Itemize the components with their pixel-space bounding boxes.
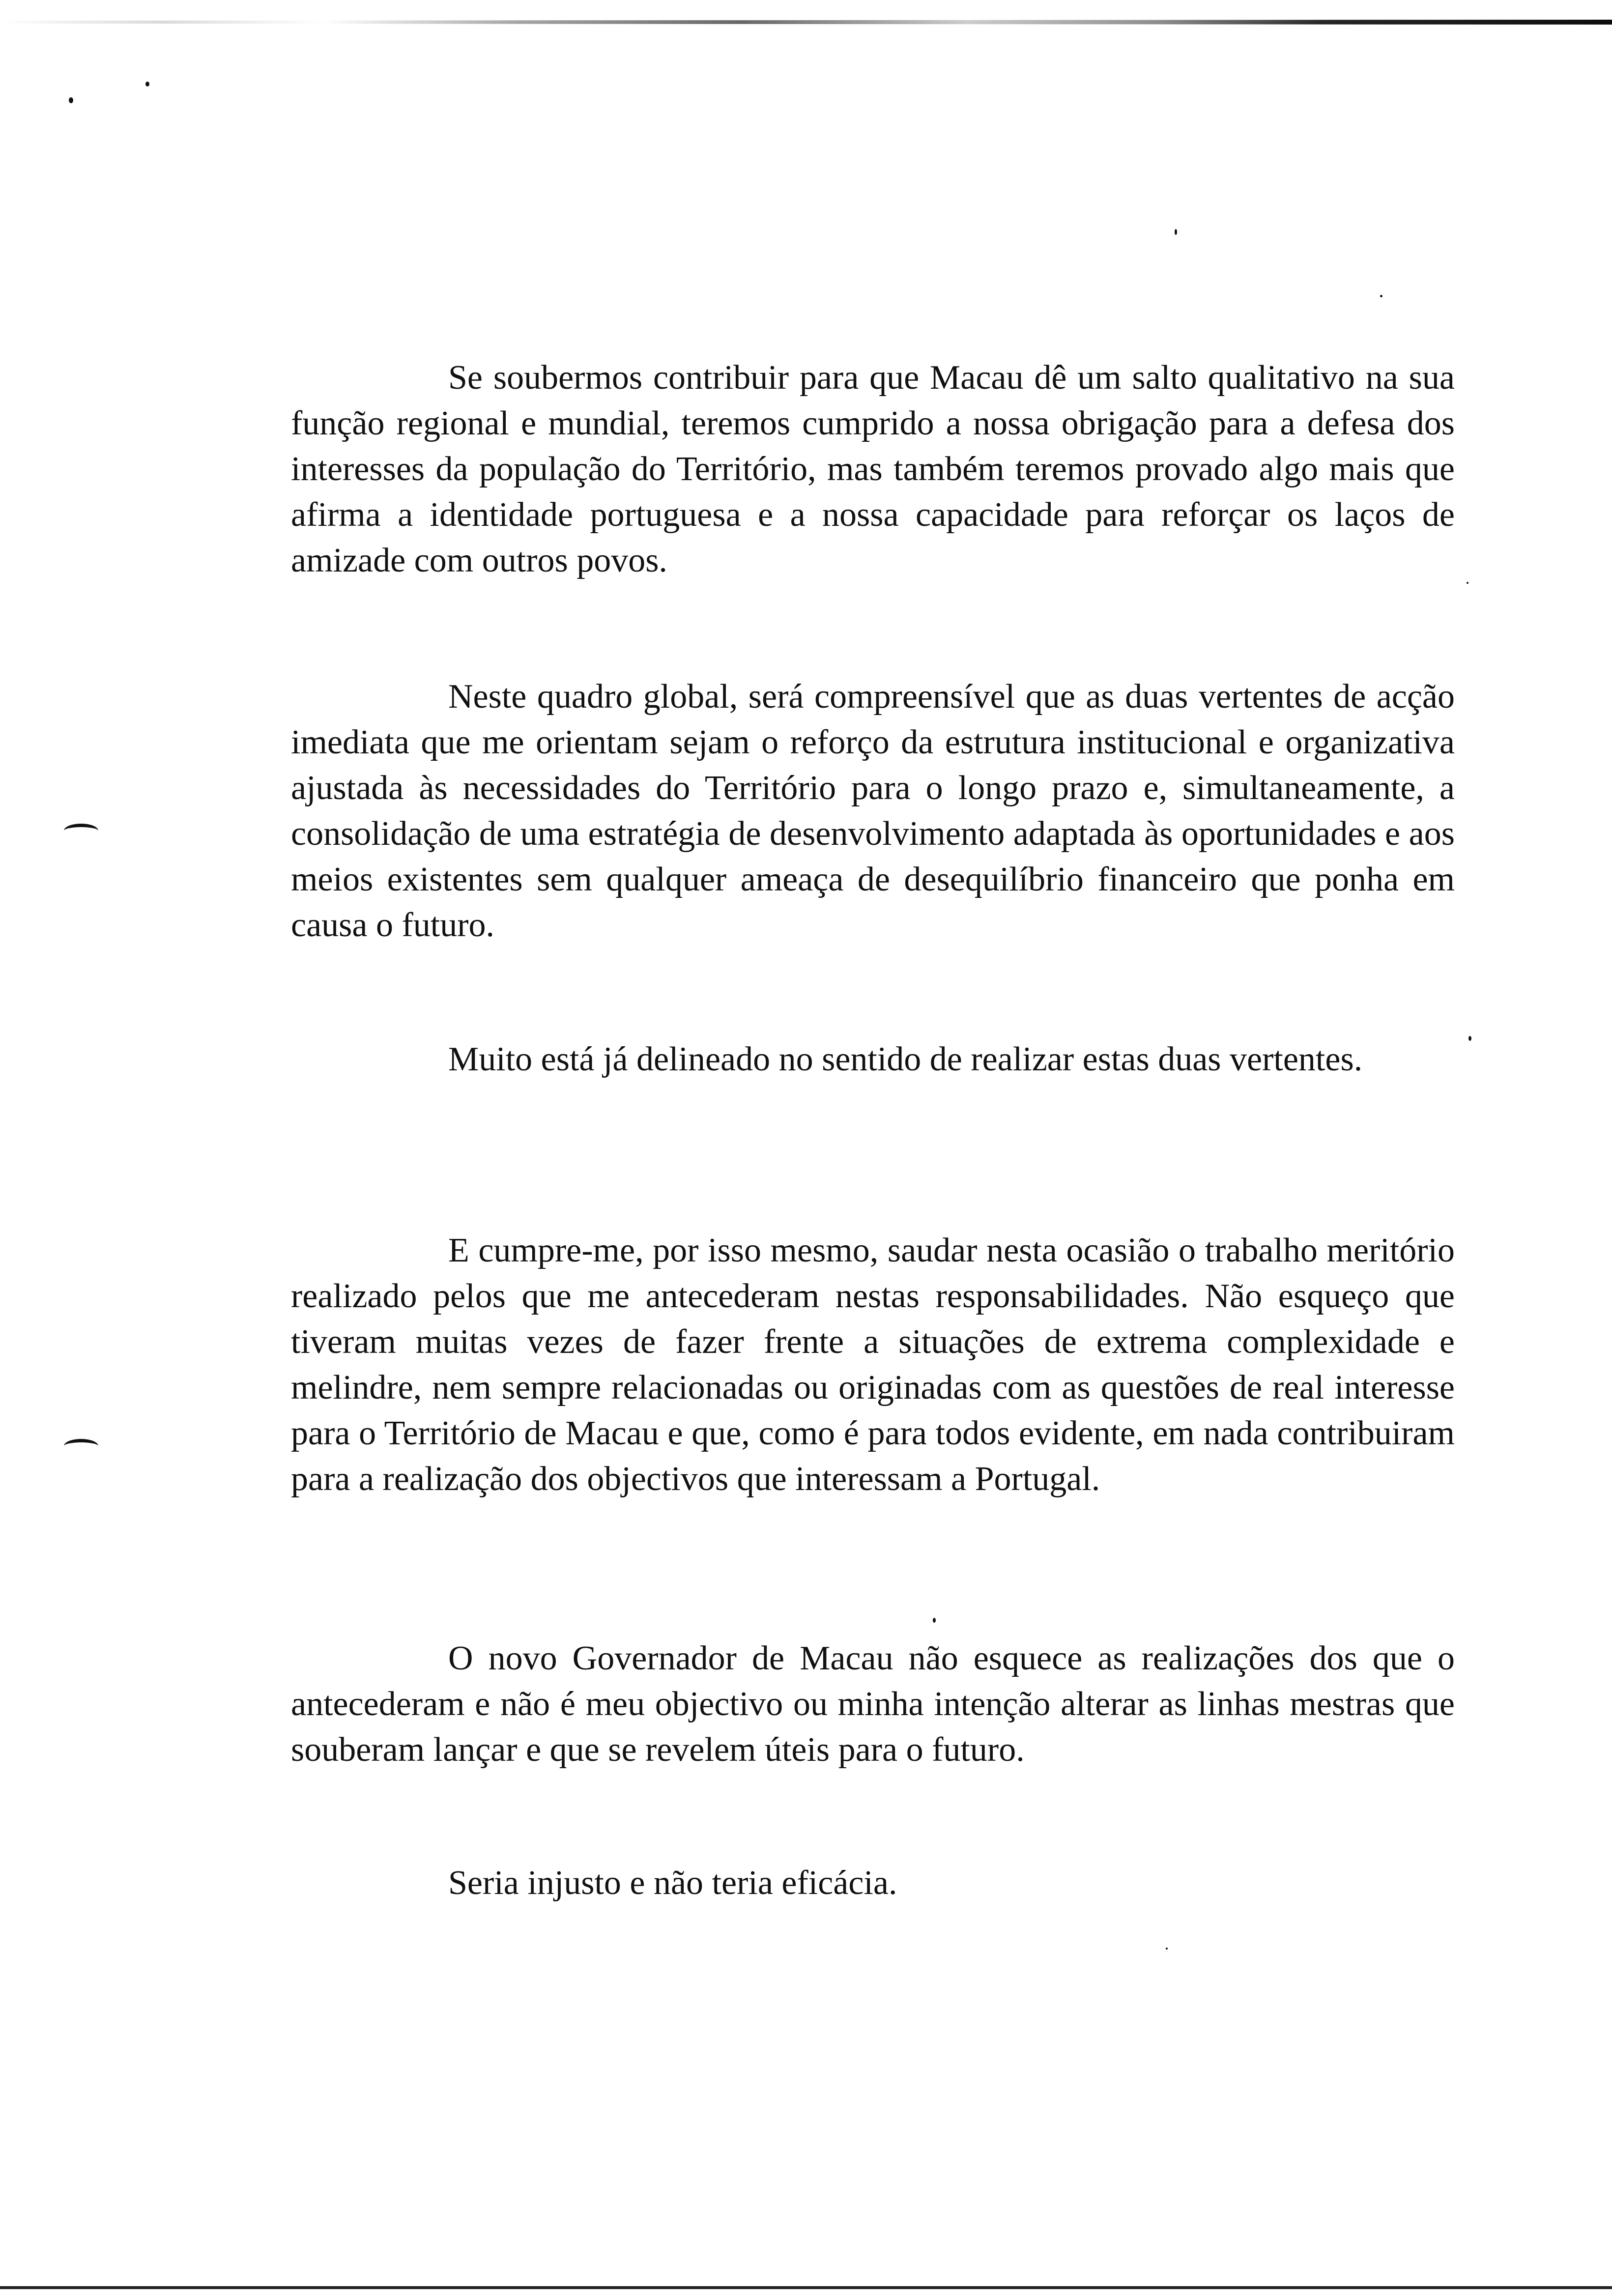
scan-speck <box>1467 582 1468 584</box>
scan-speck <box>933 1618 936 1623</box>
paragraph: Seria injusto e não teria eficácia. <box>448 1864 897 1902</box>
scan-speck <box>1166 1948 1168 1950</box>
paragraph: Muito está já delineado no sentido de realizar estas duas vertentes. <box>448 1040 1363 1078</box>
scan-speck <box>1175 229 1177 235</box>
paragraph: Neste quadro global, será compreensível que as duas vertentes de acção imediata que me orientam sejam o reforço da estrutura institucional e organizativa ajustada às necessidades do Território para o longo prazo e, simultaneamente, a consolidação de uma estratégia de desenvolvimento adaptada às oportunidades e aos meios existentes sem qualquer ameaça de desequilíbrio financeiro que ponha em causa o futuro. <box>291 678 1455 944</box>
scan-speck <box>1468 1036 1471 1041</box>
margin-mark <box>64 1439 98 1453</box>
scan-edge-bottom <box>0 2286 1612 2289</box>
paragraph: Se soubermos contribuir para que Macau dê um salto qualitativo na sua função regional e mundial, teremos cumprido a nossa obrigação para a defesa dos interesses da população do Território, mas também teremos provado algo mais que afirma a identidade portuguesa e a nossa capacidade para reforçar os laços de amizade com outros povos. <box>291 359 1455 579</box>
scan-speck <box>145 82 149 86</box>
scan-speck <box>1380 295 1382 297</box>
scan-speck <box>69 97 73 103</box>
margin-mark <box>64 824 98 838</box>
paragraph: E cumpre-me, por isso mesmo, saudar nesta ocasião o trabalho meritório realizado pelos que me antecederam nestas responsabilidades. Não esqueço que tiveram muitas vezes de fazer frente a situações de extrema complexidade e melindre, nem sempre relacionadas ou originadas com as questões de real interesse para o Território de Macau e que, como é para todos evidente, em nada contribuiram para a realização dos objectivos que interessam a Portugal. <box>291 1232 1455 1498</box>
paragraph: O novo Governador de Macau não esquece as realizações dos que o antecederam e não é meu objectivo ou minha intenção alterar as linhas mestras que souberam lançar e que se revelem úteis para o futuro. <box>291 1639 1455 1769</box>
scan-edge-top <box>0 17 1612 27</box>
